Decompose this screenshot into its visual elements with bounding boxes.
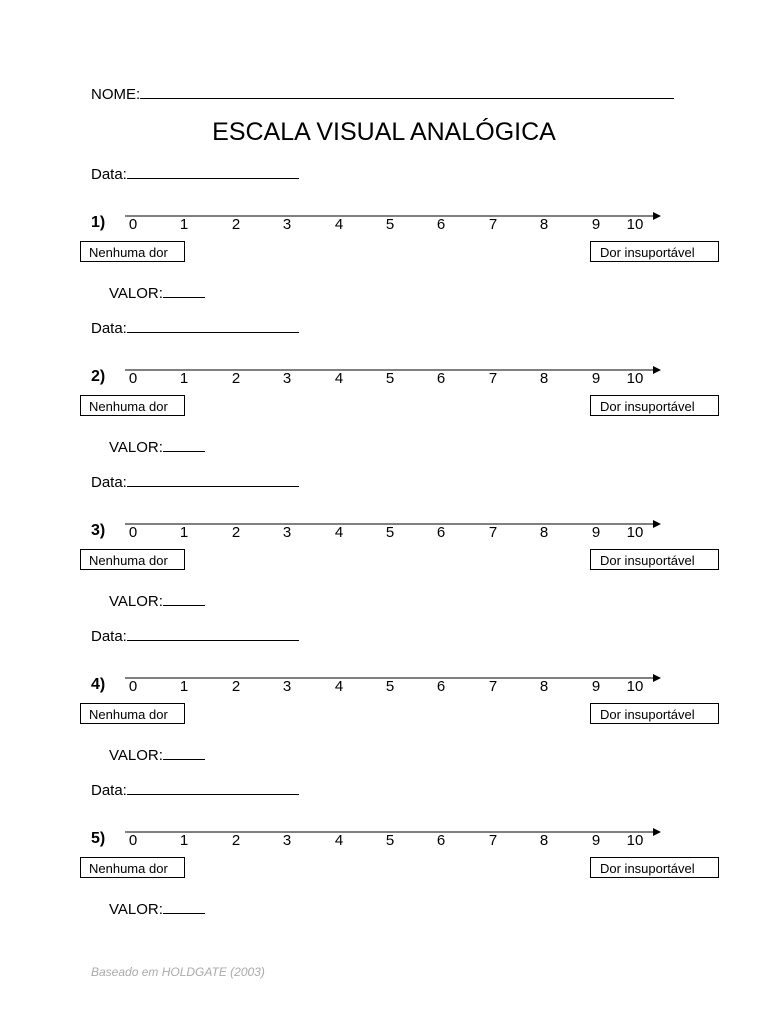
anchor-unbearable-pain: Dor insuportável: [590, 857, 719, 878]
scale-tick-label: 1: [179, 678, 189, 695]
date-label: Data:: [91, 474, 127, 491]
scale-tick-label: 7: [488, 678, 498, 695]
scale-tick-label: 1: [179, 832, 189, 849]
date-label: Data:: [91, 320, 127, 337]
scale-tick-label: 3: [282, 832, 292, 849]
date-label: Data:: [91, 628, 127, 645]
date-input-line[interactable]: [127, 165, 299, 179]
scale-tick-label: 1: [179, 370, 189, 387]
scale-tick-label: 8: [539, 370, 549, 387]
date-input-line[interactable]: [127, 627, 299, 641]
anchor-unbearable-pain: Dor insuportável: [590, 241, 719, 262]
scale-tick-label: 5: [385, 832, 395, 849]
scale-tick-label: 4: [334, 678, 344, 695]
scale-tick-label: 6: [436, 524, 446, 541]
scale-tick-label: 5: [385, 678, 395, 695]
scale-tick-label: 0: [128, 216, 138, 233]
scale-tick-label: 2: [231, 216, 241, 233]
value-input-line[interactable]: [163, 746, 205, 760]
scale-tick-label: 6: [436, 216, 446, 233]
scale-tick-label: 0: [128, 524, 138, 541]
date-label: Data:: [91, 782, 127, 799]
scale-tick-label: 10: [626, 832, 644, 849]
scale-tick-label: 7: [488, 216, 498, 233]
scale-tick-label: 8: [539, 216, 549, 233]
scale-number: 4): [91, 676, 106, 693]
anchor-no-pain: Nenhuma dor: [80, 857, 185, 878]
scale-tick-label: 1: [179, 524, 189, 541]
scale-tick-label: 10: [626, 524, 644, 541]
scale-tick-label: 5: [385, 524, 395, 541]
date-input-line[interactable]: [127, 319, 299, 333]
scale-tick-label: 8: [539, 524, 549, 541]
anchor-no-pain: Nenhuma dor: [80, 549, 185, 570]
date-field[interactable]: [91, 473, 299, 491]
scale-tick-label: 2: [231, 370, 241, 387]
value-field[interactable]: [109, 592, 205, 610]
source-note: Baseado em HOLDGATE (2003): [91, 965, 265, 979]
scale-tick-label: 4: [334, 370, 344, 387]
value-input-line[interactable]: [163, 900, 205, 914]
scale-number: 3): [91, 522, 106, 539]
scale-tick-label: 7: [488, 370, 498, 387]
scale-tick-label: 8: [539, 832, 549, 849]
name-input-line[interactable]: [140, 85, 674, 99]
value-input-line[interactable]: [163, 592, 205, 606]
value-input-line[interactable]: [163, 284, 205, 298]
page-title: ESCALA VISUAL ANALÓGICA: [212, 118, 556, 146]
scale-tick-label: 4: [334, 216, 344, 233]
name-field[interactable]: [91, 85, 674, 103]
scale-tick-label: 5: [385, 216, 395, 233]
value-label: VALOR:: [109, 285, 163, 302]
scale-tick-label: 3: [282, 216, 292, 233]
scale-tick-label: 2: [231, 832, 241, 849]
scale-tick-label: 9: [591, 370, 601, 387]
value-label: VALOR:: [109, 439, 163, 456]
scale-tick-label: 3: [282, 678, 292, 695]
scale-number: 2): [91, 368, 106, 385]
scale-tick-label: 9: [591, 678, 601, 695]
scale-tick-label: 8: [539, 678, 549, 695]
scale-tick-label: 9: [591, 832, 601, 849]
scale-tick-label: 0: [128, 678, 138, 695]
scale-tick-label: 6: [436, 678, 446, 695]
date-label: Data:: [91, 166, 127, 183]
scale-tick-label: 3: [282, 370, 292, 387]
date-field[interactable]: [91, 319, 299, 337]
scale-tick-label: 10: [626, 678, 644, 695]
value-field[interactable]: [109, 438, 205, 456]
scale-tick-label: 2: [231, 678, 241, 695]
scale-tick-label: 4: [334, 524, 344, 541]
scale-tick-label: 1: [179, 216, 189, 233]
scale-tick-label: 4: [334, 832, 344, 849]
scale-number: 1): [91, 214, 106, 231]
scale-tick-label: 10: [626, 216, 644, 233]
scale-tick-label: 2: [231, 524, 241, 541]
value-label: VALOR:: [109, 747, 163, 764]
value-field[interactable]: [109, 900, 205, 918]
anchor-unbearable-pain: Dor insuportável: [590, 549, 719, 570]
scale-tick-label: 0: [128, 370, 138, 387]
scale-tick-label: 10: [626, 370, 644, 387]
scale-tick-label: 7: [488, 524, 498, 541]
scale-tick-label: 0: [128, 832, 138, 849]
scale-tick-label: 9: [591, 216, 601, 233]
date-field[interactable]: [91, 781, 299, 799]
anchor-no-pain: Nenhuma dor: [80, 241, 185, 262]
value-field[interactable]: [109, 284, 205, 302]
value-input-line[interactable]: [163, 438, 205, 452]
scale-tick-label: 3: [282, 524, 292, 541]
scale-tick-label: 5: [385, 370, 395, 387]
date-field[interactable]: [91, 627, 299, 645]
anchor-no-pain: Nenhuma dor: [80, 703, 185, 724]
anchor-unbearable-pain: Dor insuportável: [590, 395, 719, 416]
scale-number: 5): [91, 830, 106, 847]
anchor-no-pain: Nenhuma dor: [80, 395, 185, 416]
name-label: NOME:: [91, 86, 141, 103]
scale-tick-label: 9: [591, 524, 601, 541]
anchor-unbearable-pain: Dor insuportável: [590, 703, 719, 724]
value-field[interactable]: [109, 746, 205, 764]
scale-tick-label: 7: [488, 832, 498, 849]
date-input-line[interactable]: [127, 473, 299, 487]
date-field[interactable]: [91, 165, 299, 183]
value-label: VALOR:: [109, 901, 163, 918]
date-input-line[interactable]: [127, 781, 299, 795]
scale-tick-label: 6: [436, 370, 446, 387]
scale-tick-label: 6: [436, 832, 446, 849]
value-label: VALOR:: [109, 593, 163, 610]
